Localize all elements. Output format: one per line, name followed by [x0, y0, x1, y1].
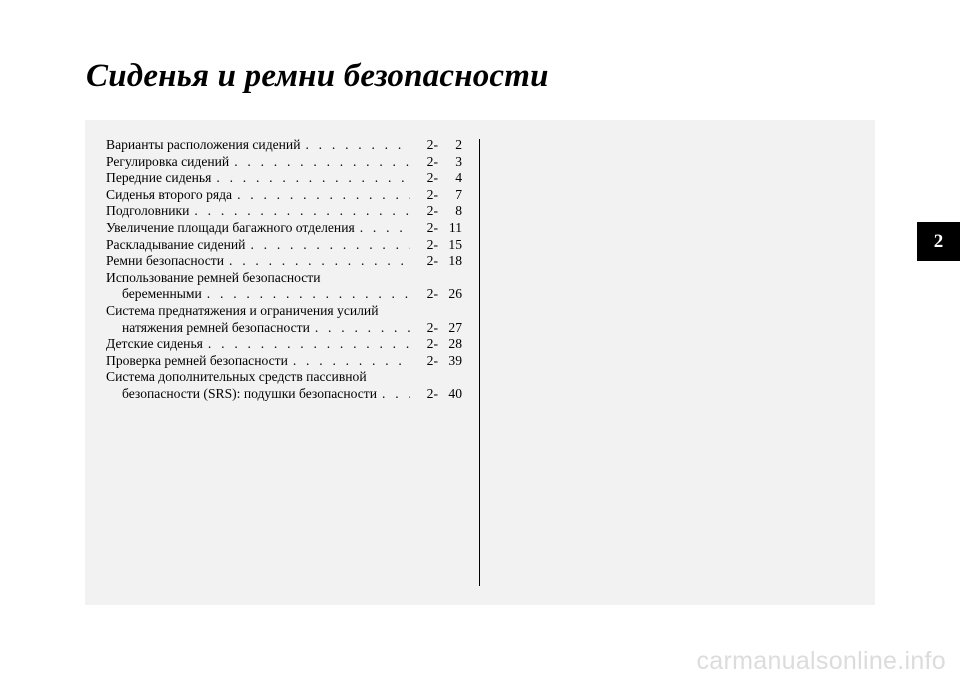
toc-page-number: 40 [448, 385, 462, 401]
toc-entry-first-line[interactable] [106, 303, 462, 320]
toc-entry-title: Использование ремней безопасности [106, 269, 321, 285]
dot-leader [355, 220, 410, 237]
toc-chapter: 2- [426, 319, 438, 335]
toc-entry[interactable] [106, 336, 462, 353]
dot-leader [288, 353, 410, 370]
toc-entry-title: Детские сиденья [106, 336, 203, 352]
page-title: Сиденья и ремни безопасности [86, 58, 549, 94]
toc-page-number: 26 [448, 286, 462, 302]
toc-page-number: 4 [455, 170, 462, 186]
toc-page-number: 7 [455, 186, 462, 202]
toc-entry[interactable] [106, 353, 462, 370]
toc-entry[interactable] [106, 386, 462, 403]
dot-leader [211, 170, 410, 187]
toc-chapter: 2- [426, 385, 438, 401]
dot-leader [300, 137, 410, 154]
toc-entry-title: Раскладывание сидений [106, 236, 246, 252]
dot-leader [202, 286, 410, 303]
toc-page-number: 3 [455, 153, 462, 169]
dot-leader [189, 203, 410, 220]
toc-entry-first-line[interactable] [106, 369, 462, 386]
toc-chapter: 2- [426, 186, 438, 202]
toc-entry-title: Подголовники [106, 203, 190, 219]
toc-page-number: 8 [455, 203, 462, 219]
column-divider [479, 139, 480, 586]
toc-chapter: 2- [426, 352, 438, 368]
toc-entry-title: Ремни безопасности [106, 253, 224, 269]
toc-page-number: 27 [448, 319, 462, 335]
toc-chapter: 2- [426, 286, 438, 302]
dot-leader [245, 237, 410, 254]
dot-leader [377, 386, 410, 403]
toc-entry[interactable] [106, 286, 462, 303]
toc-entry-title: Увеличение площади багажного отделения [106, 219, 355, 235]
toc-page-number: 15 [448, 236, 462, 252]
toc-entry-title: Передние сиденья [106, 170, 212, 186]
toc-entry-title: Варианты расположения сидений [106, 137, 301, 152]
toc-entry[interactable] [106, 237, 462, 254]
chapter-tab: 2 [917, 222, 960, 261]
toc-entry-title-continued: натяжения ремней безопасности [122, 319, 310, 335]
toc-page-number: 39 [448, 352, 462, 368]
toc-entry-first-line[interactable] [106, 270, 462, 287]
toc-entry[interactable] [106, 203, 462, 220]
dot-leader [310, 320, 410, 337]
toc-page-number: 28 [448, 336, 462, 352]
toc-page-number: 18 [448, 253, 462, 269]
toc-page-number: 11 [448, 219, 462, 235]
toc-entry-title: Регулировка сидений [106, 153, 230, 169]
toc-chapter: 2- [426, 203, 438, 219]
dot-leader [224, 253, 410, 270]
toc-chapter: 2- [426, 137, 438, 152]
dot-leader [203, 336, 410, 353]
toc-entry[interactable] [106, 170, 462, 187]
toc-entry-title: Сиденья второго ряда [106, 186, 233, 202]
toc-entry[interactable] [106, 187, 462, 204]
dot-leader [229, 154, 410, 171]
toc-entry-title-continued: безопасности (SRS): подушки безопасности [122, 385, 378, 401]
toc-chapter: 2- [426, 170, 438, 186]
dot-leader [232, 187, 410, 204]
toc-entry[interactable] [106, 137, 462, 154]
toc-chapter: 2- [426, 253, 438, 269]
toc-entry-title: Система дополнительных средств пассивной [106, 369, 367, 385]
toc-entry[interactable] [106, 154, 462, 171]
toc-entry[interactable] [106, 253, 462, 270]
watermark: carmanualsonline.info [696, 647, 946, 675]
toc-chapter: 2- [426, 336, 438, 352]
toc-entry-title-continued: беременными [122, 286, 202, 302]
toc-entry[interactable] [106, 220, 462, 237]
table-of-contents [106, 137, 462, 403]
toc-entry[interactable] [106, 320, 462, 337]
toc-chapter: 2- [426, 219, 438, 235]
toc-entry-title: Проверка ремней безопасности [106, 352, 288, 368]
toc-entry-title: Система преднатяжения и ограничения усилий [106, 302, 379, 318]
toc-chapter: 2- [426, 236, 438, 252]
toc-chapter: 2- [426, 153, 438, 169]
toc-page-number: 2 [455, 137, 462, 152]
